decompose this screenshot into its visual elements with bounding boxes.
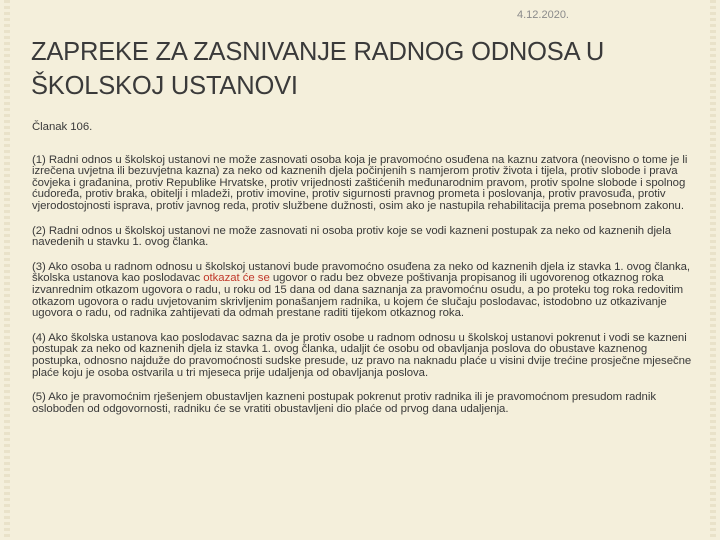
slide-date: 4.12.2020. <box>517 9 569 21</box>
paragraph-3-text-start: (3) Ako osoba u radnom odnosu u školskoj ustanovi bude pravomoćno osuđena za neko od kaznenih djela iz stavka 1. ovog članka, školska ustanova kao poslodavac <box>32 260 690 285</box>
right-edge-decoration <box>710 0 716 540</box>
slide-body <box>32 122 698 428</box>
highlighted-phrase: otkazat će se <box>203 272 270 285</box>
paragraph-2: (2) Radni odnos u školskoj ustanovi ne može zasnovati ni osoba protiv koje se vodi kazneni postupak za neko od kaznenih djela navedenih u stavku 1. ovog članka. <box>32 224 671 249</box>
article-heading: Članak 106. <box>32 121 93 133</box>
left-edge-decoration <box>4 0 10 540</box>
paragraph-4: (4) Ako školska ustanova kao poslodavac sazna da je protiv osobe u radnom odnosu u školskoj ustanovi pokrenut i vodi se kazneni postupak za neko od kaznenih djela iz stavka 1. ovog članka, udaljit će osobu od obavljanja poslova do obustave kaznenog postupka, odnosno najduže do pravomoćnosti sudske presude, uz pravo na naknadu plaće u visini dvije trećine prosječne mjesečne plaće koju je osoba ostvarila u tri mjeseca prije udaljenja od obavljanja poslova. <box>32 331 692 379</box>
paragraph-3 <box>32 262 698 320</box>
paragraph-3-text-end: ugovor o radu bez obveze poštivanja propisanog ili ugovorenog otkaznog roka izvanrednim otkazom ugovora o radu, u roku od 15 dana od dana saznanja za pravomoćnu osudu, a po proteku tog roka redovitim otkazom ugovora o radu uvjetovanim skrivljenim ponašanjem radnika, u kojem će slučaju poslodavac, istodobno uz otkazivanje ugovora o radu, od radnika zahtijevati da odmah prestane raditi tijekom otkaznog roka. <box>32 272 684 320</box>
slide-title: ZAPREKE ZA ZASNIVANJE RADNOG ODNOSA U ŠKOLSKOJ USTANOVI <box>31 38 605 100</box>
paragraph-5: (5) Ako je pravomoćnim rješenjem obustavljen kazneni postupak pokrenut protiv radnika ili je pravomoćnom presudom radnik oslobođen od odgovornosti, radniku će se vratiti obustavljeni dio plaće od prvog dana udaljenja. <box>32 391 656 415</box>
paragraph-1: (1) Radni odnos u školskoj ustanovi ne može zasnovati osoba koja je pravomoćno osuđena na kaznu zatvora (neovisno o tome je li izrečena uvjetna ili bezuvjetna kazna) za neko od kaznenih djela počinjenih s namjerom protiv života i tijela, protiv slobode i prava čovjeka i građanina, protiv Republike Hrvatske, protiv vrijednosti zaštićenih međunarodnim pravom, protiv spolne slobode i spolnog ćudoređa, protiv braka, obitelji i mladeži, protiv imovine, protiv sigurnosti pravnog prometa i poslovanja, protiv pravosuđa, protiv vjerodostojnosti isprava, protiv javnog reda, protiv službene dužnosti, osim ako je nastupila rehabilitacija prema posebnom zakonu. <box>32 153 688 212</box>
